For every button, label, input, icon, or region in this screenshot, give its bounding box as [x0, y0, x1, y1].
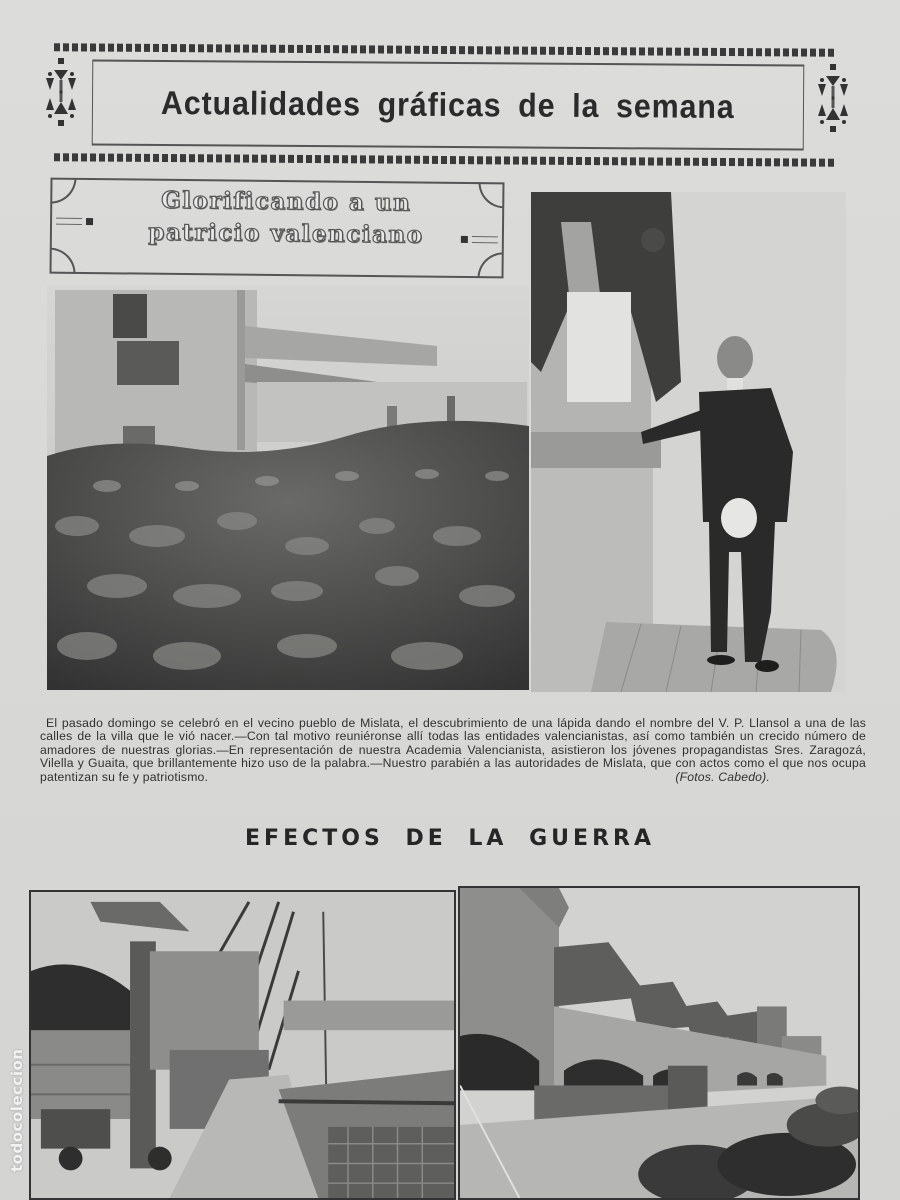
- corner-ornament-icon: [477, 252, 503, 278]
- rule-line: [56, 218, 82, 219]
- section-heading-line-2: patricio valenciano: [148, 218, 424, 249]
- dashed-border-top: [54, 43, 836, 56]
- section-heading-banner: [50, 178, 505, 279]
- fleuron-ornament-icon: [42, 58, 82, 138]
- dashed-border-bottom: [54, 153, 836, 166]
- masthead-banner: [42, 44, 854, 168]
- photo-caption: [40, 717, 866, 784]
- port-warehouses-photo: [458, 886, 860, 1200]
- corner-ornament-icon: [478, 182, 504, 208]
- photo-credit: (Fotos. Cabedo).: [675, 769, 770, 784]
- section-heading: [96, 184, 477, 252]
- section-heading-war-effects: EFECTOS DE LA GUERRA: [245, 826, 655, 851]
- corner-ornament-icon: [50, 248, 76, 274]
- memorial-plaque-photo: [531, 192, 846, 692]
- corner-ornament-icon: [50, 178, 76, 204]
- masthead-frame: [92, 60, 805, 151]
- square-ornament-icon: [86, 218, 93, 225]
- crowd-photo: [47, 286, 529, 690]
- caption-text: El pasado domingo se celebró en el vecino pueblo de Mislata, el descubrimiento de una lápida dando el nombre del V. P. Llansol a una de las calles de la villa que le vió nacer.—Con tal motivo reuniéronse allí todas las entidades valencianistas, así como también un crecido número de amadores de nuestras glorias.—En representación de nuestra Academia Valencianista, asistieron los jóvenes propagandistas Sres. Zaragozá, Vilella y Guaita, que brillantemente hizo uso de la palabra.—Nuestro parabién a las autoridades de Mislata, que con actos como el que nos ocupa patentizan su fe y patriotismo.: [40, 716, 866, 784]
- fleuron-ornament-icon: [814, 64, 854, 144]
- watermark: todocoleccion: [8, 1048, 26, 1172]
- section-heading-line-1: Glorificando a un: [161, 186, 412, 217]
- masthead-title: Actualidades gráficas de la semana: [161, 83, 735, 126]
- rule-line: [56, 224, 82, 225]
- port-dock-photo: [29, 890, 456, 1200]
